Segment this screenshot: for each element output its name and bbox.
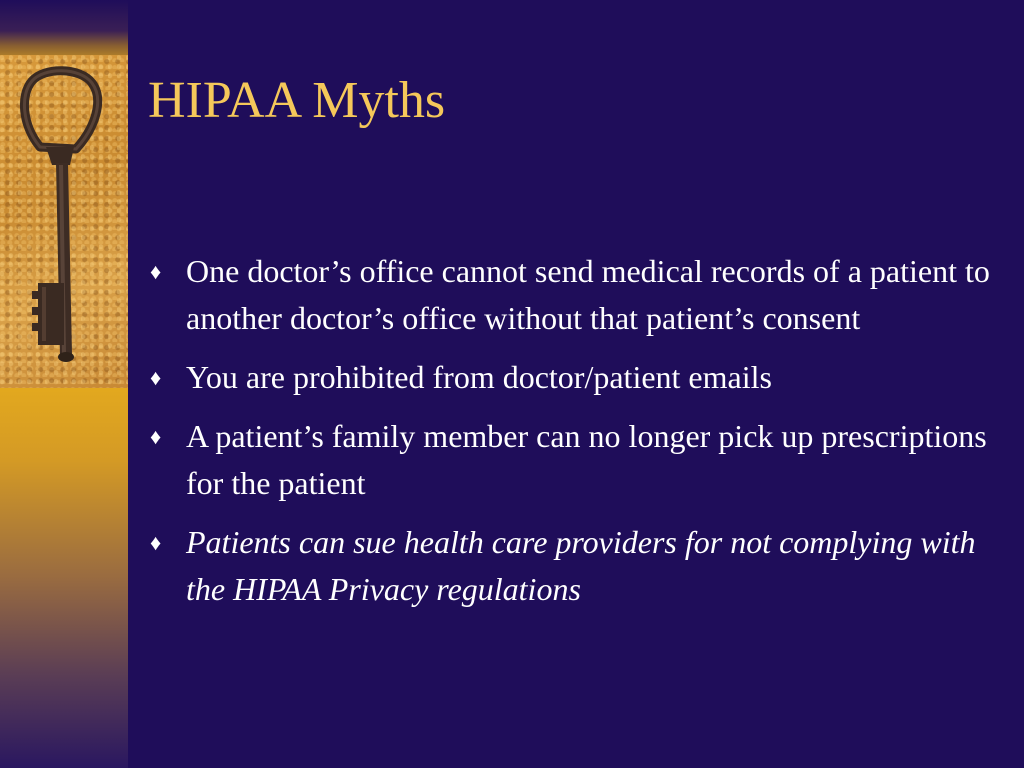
bullet-item — [150, 519, 1000, 613]
bullet-item — [150, 248, 1000, 342]
bullet-text: One doctor’s office cannot send medical records of a patient to another doctor’s office without that patient’s consent — [186, 253, 990, 336]
bullet-text: A patient’s family member can no longer pick up prescriptions for the patient — [186, 418, 987, 501]
bullet-item — [150, 354, 1000, 401]
diamond-bullet-icon: ♦ — [150, 259, 162, 284]
key-icon — [0, 55, 128, 388]
bullet-text: You are prohibited from doctor/patient emails — [186, 359, 772, 395]
diamond-bullet-icon: ♦ — [150, 365, 162, 390]
diamond-bullet-icon: ♦ — [150, 424, 162, 449]
slide-title: HIPAA Myths — [148, 72, 446, 129]
bullet-list — [150, 248, 1000, 625]
bullet-item — [150, 413, 1000, 507]
key-image — [0, 55, 128, 388]
diamond-bullet-icon: ♦ — [150, 530, 162, 555]
bullet-text: Patients can sue health care providers for not complying with the HIPAA Privacy regulations — [186, 524, 976, 607]
